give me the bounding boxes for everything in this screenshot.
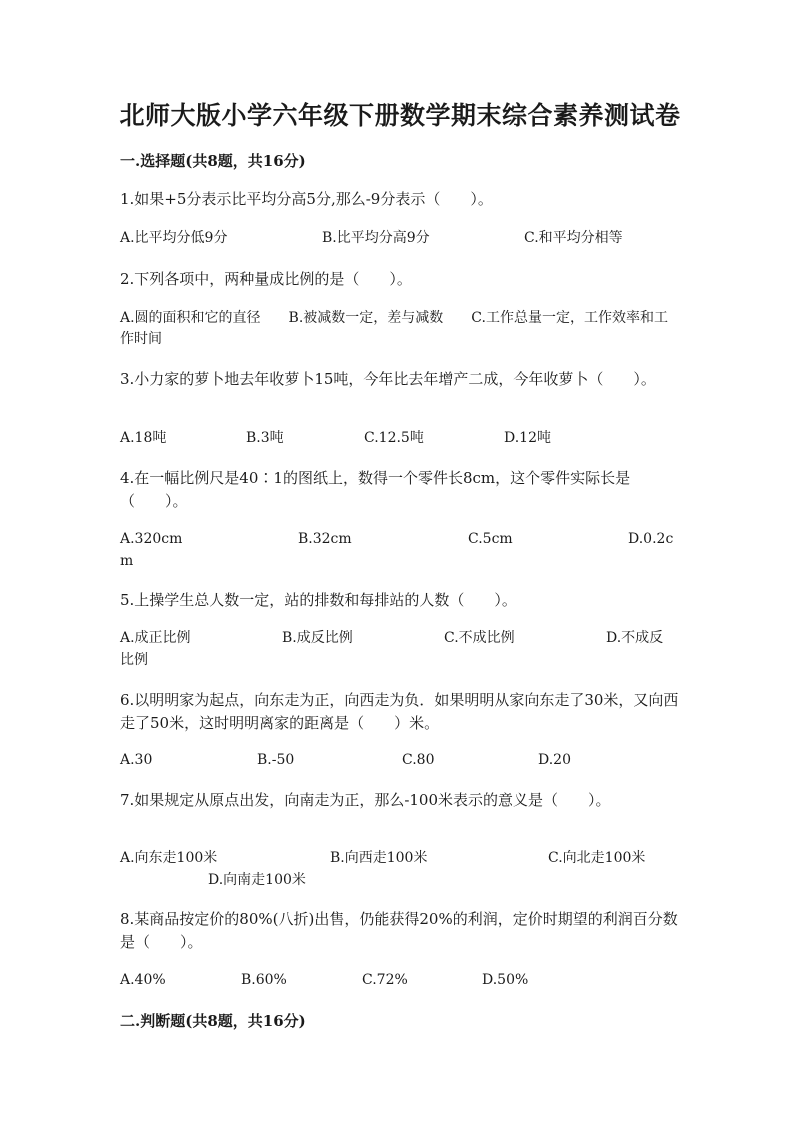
q7-option-c: C.向北走100米 <box>548 850 646 866</box>
question-1: 1.如果+5分表示比平均分高5分,那么-9分表示（ ）。 <box>120 190 493 208</box>
q4-option-a: A.320cm <box>120 531 183 547</box>
question-6: 6.以明明家为起点，向东走为正，向西走为负．如果明明从家向东走了30米，又向西走了50米，这时明明离家的距离是（ ）米。 <box>120 691 679 732</box>
q7-option-a: A.向东走100米 <box>120 850 218 866</box>
q6-option-c: C.80 <box>402 752 435 768</box>
q8-option-b: B.60% <box>241 972 287 988</box>
q3-option-c: C.12.5吨 <box>364 430 424 446</box>
section-heading-judgement: 二.判断题(共8题，共16分) <box>120 1012 306 1030</box>
q7-option-d: D.向南走100米 <box>208 872 306 888</box>
q1-option-c: C.和平均分相等 <box>524 230 623 246</box>
q5-option-d: D.不成反 <box>606 630 664 646</box>
question-8: 8.某商品按定价的80%(八折)出售，仍能获得20%的利润，定价时期望的利润百分数是（ ）。 <box>120 910 678 951</box>
q6-option-a: A.30 <box>120 752 153 768</box>
question-5: 5.上操学生总人数一定，站的排数和每排站的人数（ ）。 <box>120 591 517 609</box>
q8-option-d: D.50% <box>482 972 529 988</box>
q8-option-a: A.40% <box>120 972 166 988</box>
q3-option-a: A.18吨 <box>120 430 167 446</box>
page-title: 北师大版小学六年级下册数学期末综合素养测试卷 <box>119 101 681 130</box>
section-heading-choice: 一.选择题(共8题，共16分) <box>120 152 306 170</box>
q5-option-b: B.成反比例 <box>282 630 353 646</box>
q4-option-b: B.32cm <box>298 531 352 547</box>
question-7: 7.如果规定从原点出发，向南走为正，那么-100米表示的意义是（ ）。 <box>120 791 611 809</box>
q1-option-a: A.比平均分低9分 <box>120 230 228 246</box>
question-4: 4.在一幅比例尺是40∶1的图纸上，数得一个零件长8cm，这个零件实际长是（ ）。 <box>120 469 631 510</box>
q5-option-c: C.不成比例 <box>444 630 515 646</box>
question-2: 2.下列各项中，两种量成比例的是（ ）。 <box>120 270 412 288</box>
q8-option-c: C.72% <box>362 972 408 988</box>
q3-option-b: B.3吨 <box>246 430 284 446</box>
q5-option-d-wrap: 比例 <box>120 652 148 668</box>
q2-options: A.圆的面积和它的直径 B.被减数一定，差与减数 C.工作总量一定，工作效率和工作时间 <box>120 310 668 347</box>
q4-option-d-wrap: m <box>120 553 134 569</box>
q7-option-b: B.向西走100米 <box>330 850 428 866</box>
q5-option-a: A.成正比例 <box>120 630 191 646</box>
q3-option-d: D.12吨 <box>504 430 551 446</box>
q6-option-b: B.-50 <box>257 752 295 768</box>
q1-option-b: B.比平均分高9分 <box>322 230 430 246</box>
q4-option-d: D.0.2c <box>628 531 674 547</box>
q4-option-c: C.5cm <box>468 531 513 547</box>
question-3: 3.小力家的萝卜地去年收萝卜15吨，今年比去年增产二成，今年收萝卜（ ）。 <box>120 370 656 388</box>
q6-option-d: D.20 <box>538 752 571 768</box>
